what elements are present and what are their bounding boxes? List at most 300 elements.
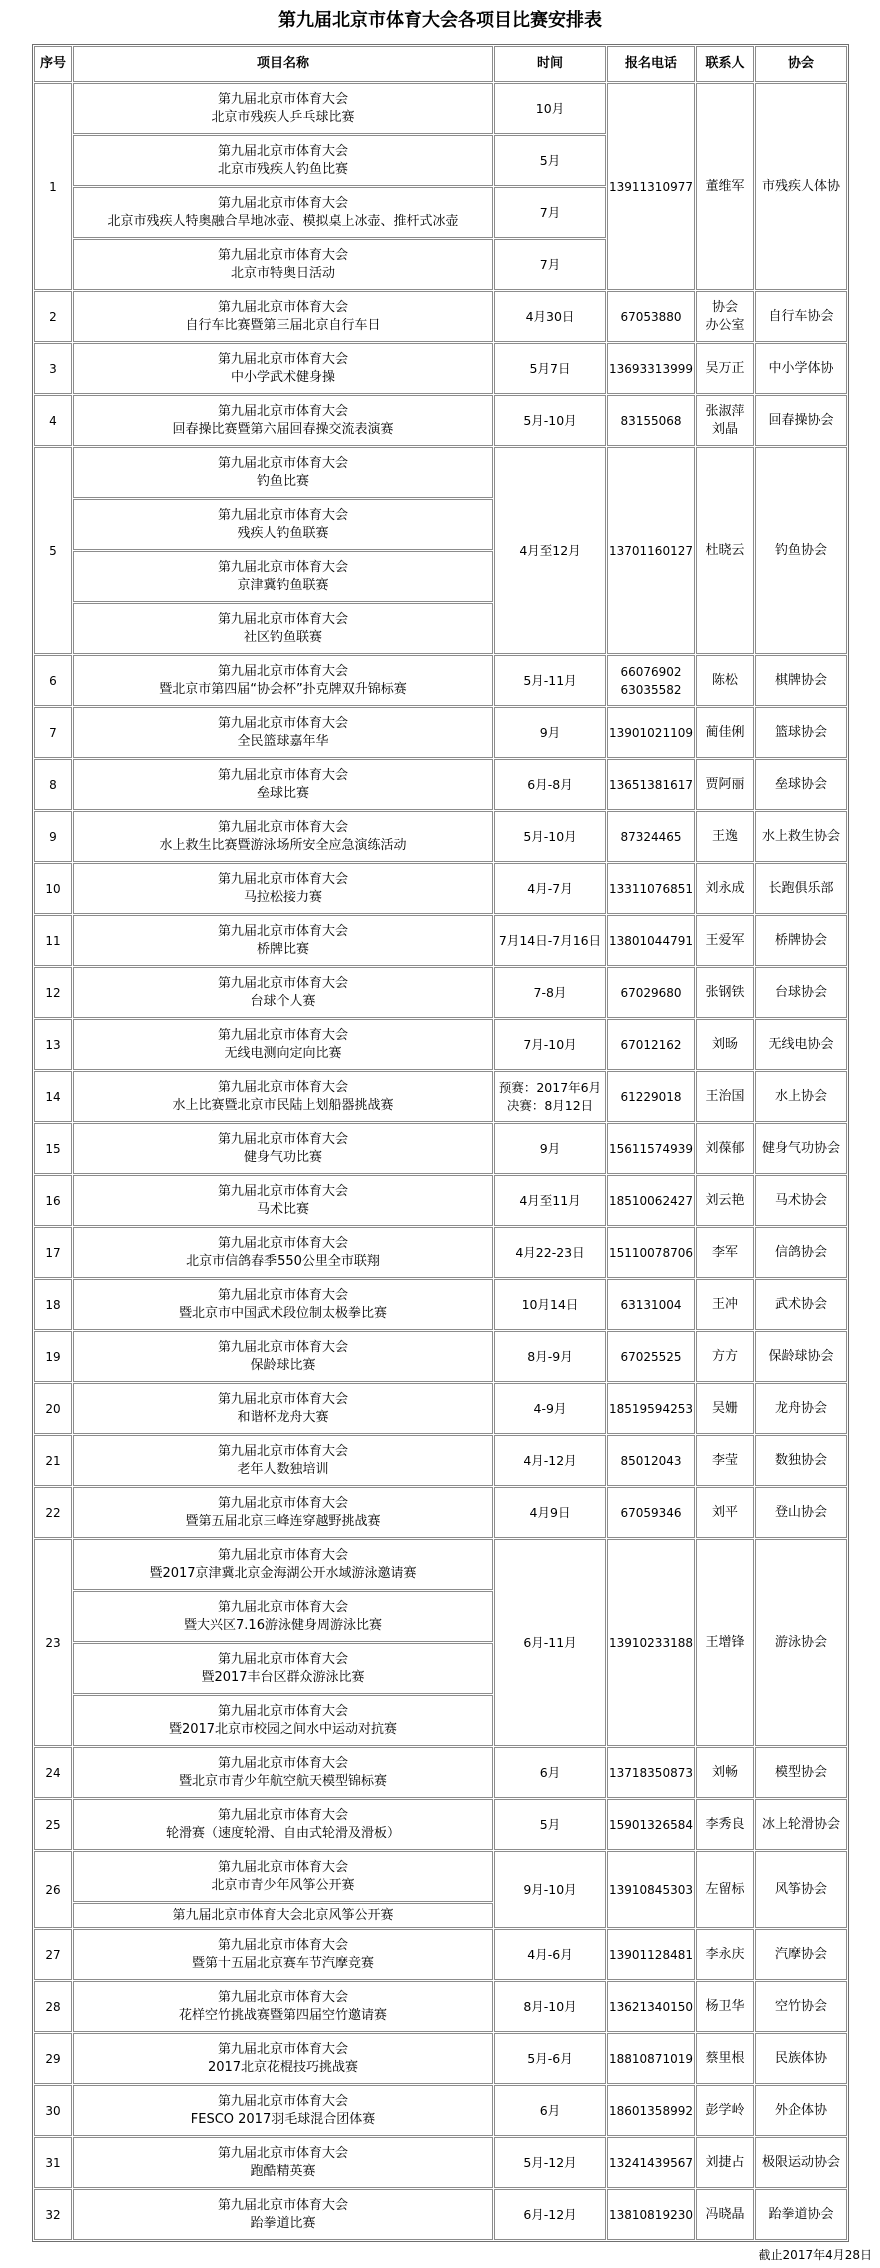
row-number-cell: 29: [34, 2033, 72, 2084]
project-name-cell: [73, 1539, 493, 1590]
contact-name: 王冲: [711, 1296, 738, 1312]
row-number-cell: 14: [34, 1071, 72, 1122]
project-name-line: 第九届北京市体育大会: [217, 1079, 348, 1095]
contact-name: 杜晓云: [705, 542, 745, 558]
phone-cell: [607, 395, 695, 446]
project-name-cell: [73, 447, 493, 498]
seq-header: 序号: [34, 46, 72, 82]
project-name-line: 北京市青少年风筝公开赛: [211, 1877, 355, 1893]
phone-number: 13651381617: [609, 777, 693, 792]
project-name-line: 第九届北京市体育大会: [217, 819, 348, 835]
project-name-line: 第九届北京市体育大会: [217, 1391, 348, 1407]
row-number-cell: 18: [34, 1279, 72, 1330]
contact-name: 蔺佳俐: [705, 724, 745, 740]
project-name-line: 马拉松接力赛: [243, 889, 322, 905]
time-cell: [494, 1799, 606, 1850]
contact-cell: [696, 343, 754, 394]
project-name-line: 北京市残疾人钓鱼比赛: [217, 161, 348, 177]
association-cell: 篮球协会: [755, 707, 847, 758]
project-name-cell: [73, 2033, 493, 2084]
phone-number: 13910233188: [609, 1635, 693, 1650]
phone-cell: [607, 1019, 695, 1070]
time-cell: [494, 967, 606, 1018]
phone-cell: [607, 811, 695, 862]
project-name-cell: [73, 863, 493, 914]
contact-name: 陈松: [711, 672, 738, 688]
row-number-cell: 15: [34, 1123, 72, 1174]
time-header: 时间: [494, 46, 606, 82]
project-name-line: 第九届北京市体育大会: [217, 1807, 348, 1823]
project-name-cell: [73, 1227, 493, 1278]
association-cell: 马术协会: [755, 1175, 847, 1226]
row-number-cell: 20: [34, 1383, 72, 1434]
time-cell: [494, 135, 606, 186]
project-name-line: 第九届北京市体育大会: [217, 923, 348, 939]
time-cell: [494, 1019, 606, 1070]
time-line: 6月-12月: [523, 2206, 577, 2222]
time-cell: [494, 83, 606, 134]
association-cell: 风筝协会: [755, 1851, 847, 1928]
time-line: 7月: [539, 204, 561, 220]
contact-name: 彭学岭: [705, 2102, 745, 2118]
association-cell: 信鸽协会: [755, 1227, 847, 1278]
association-cell: 中小学体协: [755, 343, 847, 394]
time-cell: [494, 915, 606, 966]
project-name-line: 第九届北京市体育大会: [217, 2197, 348, 2213]
project-name-line: 无线电测向定向比赛: [224, 1045, 342, 1061]
contact-cell: [696, 863, 754, 914]
project-name-line: 第九届北京市体育大会: [217, 1235, 348, 1251]
contact-cell: [696, 1123, 754, 1174]
contact-cell: [696, 1539, 754, 1746]
project-name-line: 暨北京市第四届“协会杯”扑克牌双升锦标赛: [159, 681, 407, 697]
row-number-cell: 16: [34, 1175, 72, 1226]
project-name-cell: [73, 603, 493, 654]
project-name-cell: [73, 239, 493, 290]
contact-cell: [696, 1019, 754, 1070]
row-number-cell: 13: [34, 1019, 72, 1070]
project-name-line: 桥牌比赛: [256, 941, 309, 957]
contact-name: 李秀良: [705, 1816, 745, 1832]
project-name-line: 暨第十五届北京赛车节汽摩竞赛: [191, 1955, 374, 1971]
contact-cell: [696, 707, 754, 758]
phone-cell: [607, 1071, 695, 1122]
time-cell: [494, 1123, 606, 1174]
phone-number: 13693313999: [609, 361, 693, 376]
project-name-line: 第九届北京市体育大会: [217, 1547, 348, 1563]
phone-number: 67029680: [620, 985, 682, 1000]
contact-cell: [696, 915, 754, 966]
phone-cell: [607, 759, 695, 810]
project-name-cell: [73, 1929, 493, 1980]
project-name-cell: [73, 187, 493, 238]
time-line: 4月至12月: [519, 542, 581, 558]
phone-cell: [607, 915, 695, 966]
contact-cell: [696, 1799, 754, 1850]
project-name-cell: [73, 2085, 493, 2136]
time-cell: [494, 1435, 606, 1486]
association-cell: 自行车协会: [755, 291, 847, 342]
time-line: 9月: [539, 724, 561, 740]
project-name-line: 第九届北京市体育大会: [217, 351, 348, 367]
phone-number: 15901326584: [609, 1817, 693, 1832]
phone-number: 13241439567: [609, 2155, 693, 2170]
contact-cell: [696, 1487, 754, 1538]
phone-cell: [607, 655, 695, 706]
project-name-line: 第九届北京市体育大会: [217, 1495, 348, 1511]
association-cell: 健身气功协会: [755, 1123, 847, 1174]
project-name-cell: [73, 1019, 493, 1070]
association-cell: 武术协会: [755, 1279, 847, 1330]
time-line: 7-8月: [533, 984, 567, 1000]
project-name-line: 第九届北京市体育大会: [217, 143, 348, 159]
phone-cell: [607, 967, 695, 1018]
association-cell: 龙舟协会: [755, 1383, 847, 1434]
project-name-line: 第九届北京市体育大会: [217, 975, 348, 991]
phone-number: 13621340150: [609, 1999, 693, 2014]
project-name-line: 第九届北京市体育大会: [217, 1339, 348, 1355]
time-line: 5月-10月: [523, 412, 577, 428]
row-number-cell: 11: [34, 915, 72, 966]
phone-cell: [607, 2085, 695, 2136]
project-name-line: 第九届北京市体育大会: [217, 91, 348, 107]
contact-header: 联系人: [696, 46, 754, 82]
project-name-line: 老年人数独培训: [237, 1461, 329, 1477]
row-number-cell: 25: [34, 1799, 72, 1850]
project-name-cell: [73, 1279, 493, 1330]
time-cell: [494, 395, 606, 446]
project-name-line: 钓鱼比赛: [256, 473, 309, 489]
project-name-cell: [73, 551, 493, 602]
project-name-line: 第九届北京市体育大会: [217, 1183, 348, 1199]
project-name-cell: [73, 1643, 493, 1694]
phone-number: 18601358992: [609, 2103, 693, 2118]
time-line: 预赛：2017年6月: [498, 1079, 602, 1095]
phone-number: 67012162: [620, 1037, 682, 1052]
cutoff-date-note: 截止2017年4月28日: [758, 2248, 872, 2262]
project-name-line: 第九届北京市体育大会: [217, 195, 348, 211]
phone-cell: [607, 291, 695, 342]
contact-name: 杨卫华: [705, 1998, 745, 2014]
association-header: 协会: [755, 46, 847, 82]
row-number-cell: 24: [34, 1747, 72, 1798]
association-cell: 空竹协会: [755, 1981, 847, 2032]
time-cell: [494, 1747, 606, 1798]
phone-header: 报名电话: [607, 46, 695, 82]
contact-cell: [696, 1071, 754, 1122]
row-number-cell: 19: [34, 1331, 72, 1382]
association-cell: 游泳协会: [755, 1539, 847, 1746]
project-name-line: FESCO 2017羽毛球混合团体赛: [190, 2111, 376, 2127]
contact-name: 刘畅: [711, 1764, 738, 1780]
project-name-line: 第九届北京市体育大会: [217, 1443, 348, 1459]
project-name-line: 保龄球比赛: [250, 1357, 316, 1373]
association-cell: 台球协会: [755, 967, 847, 1018]
project-name-line: 残疾人钓鱼联赛: [237, 525, 329, 541]
project-name-line: 健身气功比赛: [243, 1149, 322, 1165]
project-name-cell: [73, 2189, 493, 2240]
project-name-cell: [73, 1903, 493, 1928]
row-number-cell: 27: [34, 1929, 72, 1980]
time-line: 5月: [539, 1816, 561, 1832]
project-name-line: 第九届北京市体育大会: [217, 559, 348, 575]
project-name-line: 第九届北京市体育大会: [217, 1989, 348, 2005]
row-number-cell: 21: [34, 1435, 72, 1486]
association-cell: 市残疾人体协: [755, 83, 847, 290]
phone-cell: [607, 1279, 695, 1330]
time-line: 6月: [539, 1764, 561, 1780]
contact-name: 吴万正: [705, 360, 745, 376]
phone-number: 18810871019: [609, 2051, 693, 2066]
phone-number: 83155068: [620, 413, 682, 428]
project-name-line: 暨2017北京市校园之间水中运动对抗赛: [168, 1721, 398, 1737]
project-name-line: 第九届北京市体育大会: [217, 455, 348, 471]
contact-name: 协会: [711, 299, 738, 315]
phone-number: 13910845303: [609, 1882, 693, 1897]
project-name-line: 第九届北京市体育大会北京风筝公开赛: [172, 1907, 394, 1923]
project-name-cell: [73, 707, 493, 758]
phone-number: 13911310977: [609, 179, 693, 194]
phone-cell: [607, 1175, 695, 1226]
contact-name: 刘捷占: [705, 2154, 745, 2170]
time-cell: [494, 1331, 606, 1382]
project-name-line: 全民篮球嘉年华: [237, 733, 329, 749]
project-name-cell: [73, 1175, 493, 1226]
project-name-cell: [73, 343, 493, 394]
phone-number: 15611574939: [609, 1141, 693, 1156]
phone-number: 15110078706: [609, 1245, 693, 1260]
contact-name: 刘永成: [705, 880, 745, 896]
project-name-line: 第九届北京市体育大会: [217, 1131, 348, 1147]
row-number-cell: 10: [34, 863, 72, 914]
time-line: 9月-10月: [523, 1881, 577, 1897]
time-line: 5月-6月: [527, 2050, 573, 2066]
phone-cell: [607, 1539, 695, 1746]
association-cell: 无线电协会: [755, 1019, 847, 1070]
phone-cell: [607, 1383, 695, 1434]
project-name-line: 第九届北京市体育大会: [217, 715, 348, 731]
project-name-cell: [73, 1747, 493, 1798]
contact-cell: [696, 811, 754, 862]
contact-name: 李军: [711, 1244, 738, 1260]
project-name-line: 第九届北京市体育大会: [217, 1027, 348, 1043]
row-number-cell: 32: [34, 2189, 72, 2240]
phone-cell: [607, 447, 695, 654]
phone-number: 67053880: [620, 309, 682, 324]
row-number-cell: 4: [34, 395, 72, 446]
contact-name: 方方: [711, 1348, 738, 1364]
time-cell: [494, 1175, 606, 1226]
project-name-cell: [73, 499, 493, 550]
phone-number: 13901021109: [609, 725, 693, 740]
contact-name: 刘晶: [711, 421, 738, 437]
association-cell: 水上救生协会: [755, 811, 847, 862]
project-name-cell: [73, 1695, 493, 1746]
contact-name: 张钢铁: [705, 984, 745, 1000]
phone-number: 13701160127: [609, 543, 693, 558]
time-line: 6月: [539, 2102, 561, 2118]
phone-cell: [607, 1331, 695, 1382]
schedule-table: [32, 44, 849, 2242]
association-cell: 冰上轮滑协会: [755, 1799, 847, 1850]
time-line: 5月-11月: [523, 672, 577, 688]
project-name-cell: [73, 1331, 493, 1382]
contact-cell: [696, 1331, 754, 1382]
project-name-cell: [73, 967, 493, 1018]
phone-number: 61229018: [620, 1089, 682, 1104]
contact-cell: [696, 1929, 754, 1980]
time-line: 4月-12月: [523, 1452, 577, 1468]
project-name-line: 北京市特奥日活动: [230, 265, 335, 281]
time-cell: [494, 759, 606, 810]
association-cell: 钓鱼协会: [755, 447, 847, 654]
project-name-line: 第九届北京市体育大会: [217, 1651, 348, 1667]
row-number-cell: 1: [34, 83, 72, 290]
contact-cell: [696, 967, 754, 1018]
row-number-cell: 12: [34, 967, 72, 1018]
project-name-line: 第九届北京市体育大会: [217, 1937, 348, 1953]
row-number-cell: 22: [34, 1487, 72, 1538]
row-number-cell: 17: [34, 1227, 72, 1278]
phone-number: 67059346: [620, 1505, 682, 1520]
project-name-line: 水上比赛暨北京市民陆上划船器挑战赛: [172, 1097, 394, 1113]
project-name-line: 第九届北京市体育大会: [217, 1859, 348, 1875]
project-name-cell: [73, 1123, 493, 1174]
phone-number: 13718350873: [609, 1765, 693, 1780]
time-cell: [494, 707, 606, 758]
time-cell: [494, 2085, 606, 2136]
project-name-cell: [73, 2137, 493, 2188]
row-number-cell: 7: [34, 707, 72, 758]
project-name-line: 第九届北京市体育大会: [217, 611, 348, 627]
contact-cell: [696, 395, 754, 446]
contact-cell: [696, 2189, 754, 2240]
time-cell: [494, 1539, 606, 1746]
project-name-line: 第九届北京市体育大会: [217, 299, 348, 315]
phone-number: 18510062427: [609, 1193, 693, 1208]
time-cell: [494, 1227, 606, 1278]
project-name-line: 第九届北京市体育大会: [217, 2041, 348, 2057]
contact-name: 李莹: [711, 1452, 738, 1468]
project-name-line: 第九届北京市体育大会: [217, 663, 348, 679]
contact-cell: [696, 1435, 754, 1486]
time-line: 4月9日: [529, 1504, 571, 1520]
contact-name: 吴姗: [711, 1400, 738, 1416]
time-cell: [494, 1851, 606, 1928]
project-name-line: 暨第五届北京三峰连穿越野挑战赛: [185, 1513, 381, 1529]
phone-number: 13810819230: [609, 2207, 693, 2222]
project-name-cell: [73, 1435, 493, 1486]
project-name-line: 北京市残疾人特奥融合旱地冰壶、模拟桌上冰壶、推杆式冰壶: [107, 213, 459, 229]
contact-cell: [696, 1279, 754, 1330]
phone-number: 67025525: [620, 1349, 682, 1364]
contact-name: 蔡里根: [705, 2050, 745, 2066]
phone-cell: [607, 1123, 695, 1174]
project-name-line: 水上救生比赛暨游泳场所安全应急演练活动: [159, 837, 407, 853]
time-line: 8月-9月: [527, 1348, 573, 1364]
project-name-line: 京津冀钓鱼联赛: [237, 577, 329, 593]
contact-cell: [696, 1851, 754, 1928]
project-name-line: 第九届北京市体育大会: [217, 1755, 348, 1771]
time-line: 4月22-23日: [515, 1244, 585, 1260]
project-name-cell: [73, 655, 493, 706]
contact-name: 王爱军: [705, 932, 745, 948]
time-line: 7月: [539, 256, 561, 272]
project-name-line: 社区钓鱼联赛: [243, 629, 322, 645]
project-name-cell: [73, 1487, 493, 1538]
project-name-line: 第九届北京市体育大会: [217, 1703, 348, 1719]
project-name-cell: [73, 1383, 493, 1434]
time-line: 10月: [535, 100, 565, 116]
contact-cell: [696, 1175, 754, 1226]
project-name-line: 马术比赛: [256, 1201, 309, 1217]
project-name-line: 回春操比赛暨第六届回春操交流表演赛: [172, 421, 394, 437]
time-cell: [494, 1383, 606, 1434]
project-name-cell: [73, 1071, 493, 1122]
contact-name: 王增锋: [705, 1634, 745, 1650]
page-title: 第九届北京市体育大会各项目比赛安排表: [278, 10, 602, 31]
row-number-cell: 8: [34, 759, 72, 810]
phone-cell: [607, 2189, 695, 2240]
contact-cell: [696, 2085, 754, 2136]
phone-cell: [607, 83, 695, 290]
time-cell: [494, 655, 606, 706]
project-name-line: 垒球比赛: [256, 785, 309, 801]
project-name-header: 项目名称: [73, 46, 493, 82]
time-line: 9月: [539, 1140, 561, 1156]
project-name-line: 第九届北京市体育大会: [217, 403, 348, 419]
time-cell: [494, 2033, 606, 2084]
time-cell: [494, 2137, 606, 2188]
contact-name: 王逸: [711, 828, 738, 844]
time-line: 10月14日: [521, 1296, 579, 1312]
association-cell: 登山协会: [755, 1487, 847, 1538]
contact-cell: [696, 2033, 754, 2084]
time-cell: [494, 863, 606, 914]
project-name-line: 第九届北京市体育大会: [217, 507, 348, 523]
phone-number: 13801044791: [609, 933, 693, 948]
contact-name: 刘平: [711, 1504, 738, 1520]
project-name-line: 台球个人赛: [250, 993, 316, 1009]
row-number-cell: 5: [34, 447, 72, 654]
phone-number: 66076902: [620, 664, 682, 679]
project-name-cell: [73, 1591, 493, 1642]
project-name-cell: [73, 811, 493, 862]
project-name-line: 暨大兴区7.16游泳健身周游泳比赛: [184, 1617, 382, 1633]
contact-name: 左留标: [705, 1881, 745, 1897]
contact-cell: [696, 655, 754, 706]
project-name-line: 跆拳道比赛: [250, 2215, 316, 2231]
time-line: 6月-8月: [527, 776, 573, 792]
project-name-cell: [73, 395, 493, 446]
contact-cell: [696, 447, 754, 654]
row-number-cell: 9: [34, 811, 72, 862]
project-name-line: 第九届北京市体育大会: [217, 247, 348, 263]
association-cell: 回春操协会: [755, 395, 847, 446]
contact-name: 贾阿丽: [705, 776, 745, 792]
row-number-cell: 28: [34, 1981, 72, 2032]
time-cell: [494, 1487, 606, 1538]
row-number-cell: 2: [34, 291, 72, 342]
contact-name: 张淑萍: [705, 403, 745, 419]
contact-cell: [696, 83, 754, 290]
project-name-cell: [73, 915, 493, 966]
time-line: 8月-10月: [523, 1998, 577, 2014]
time-cell: [494, 187, 606, 238]
contact-name: 刘旸: [711, 1036, 738, 1052]
phone-cell: [607, 1851, 695, 1928]
contact-name: 冯晓晶: [705, 2206, 745, 2222]
